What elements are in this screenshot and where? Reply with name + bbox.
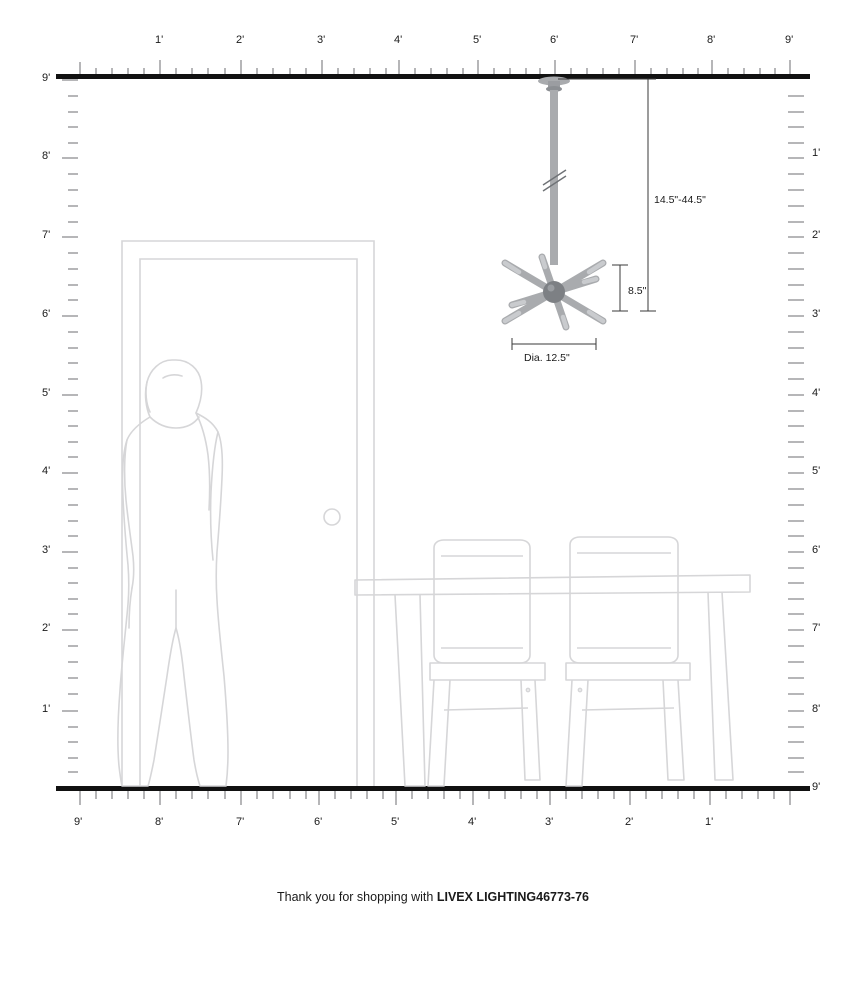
footer-prefix: Thank you for shopping with <box>277 890 437 904</box>
top-scale-label-3: 3' <box>317 34 326 46</box>
bottom-ruler-ticks <box>80 791 790 805</box>
left-scale-label-3: 3' <box>42 544 51 556</box>
dimension-diameter <box>512 338 596 350</box>
bottom-scale-label-3: 3' <box>545 816 554 828</box>
bottom-scale-label-8: 8' <box>155 816 164 828</box>
left-scale-label-9: 9' <box>42 72 51 84</box>
left-ruler-ticks <box>62 80 78 772</box>
dimension-drop-range <box>558 79 656 311</box>
bottom-scale-label-6: 6' <box>314 816 323 828</box>
dimension-fixture-height <box>612 265 628 311</box>
right-scale-label-4: 4' <box>812 387 821 399</box>
ceiling-line <box>56 74 810 79</box>
right-scale-label-6: 6' <box>812 544 821 556</box>
dining-table-outline <box>355 575 750 786</box>
diameter-dimension-label: Dia. 12.5" <box>524 352 570 364</box>
person-silhouette <box>118 360 228 786</box>
left-scale-label-7: 7' <box>42 229 51 241</box>
left-scale-label-2: 2' <box>42 622 51 634</box>
right-scale-label-5: 5' <box>812 465 821 477</box>
footer-brand: LIVEX LIGHTING46773-76 <box>436 890 589 904</box>
top-scale-label-2: 2' <box>236 34 245 46</box>
top-scale-label-4: 4' <box>394 34 403 46</box>
footer-text <box>0 890 866 904</box>
top-scale-label-9: 9' <box>785 34 794 46</box>
left-scale-label-1: 1' <box>42 703 51 715</box>
right-ruler-ticks <box>788 96 804 772</box>
top-scale-label-8: 8' <box>707 34 716 46</box>
right-scale-label-7: 7' <box>812 622 821 634</box>
right-scale-label-1: 1' <box>812 147 821 159</box>
fixture-height-dimension-label: 8.5" <box>628 285 647 297</box>
right-scale-label-3: 3' <box>812 308 821 320</box>
top-ruler-ticks <box>80 60 790 74</box>
left-scale-label-4: 4' <box>42 465 51 477</box>
bottom-scale-label-5: 5' <box>391 816 400 828</box>
chair-right-outline <box>566 537 690 786</box>
right-scale-label-8: 8' <box>812 703 821 715</box>
right-scale-label-9: 9' <box>812 781 821 793</box>
door-outline <box>122 241 374 786</box>
left-scale-label-5: 5' <box>42 387 51 399</box>
left-scale-label-8: 8' <box>42 150 51 162</box>
drop-range-dimension-label: 14.5"-44.5" <box>654 194 706 206</box>
light-fixture <box>505 77 603 328</box>
right-scale-label-2: 2' <box>812 229 821 241</box>
top-scale-label-6: 6' <box>550 34 559 46</box>
bottom-scale-label-2: 2' <box>625 816 634 828</box>
top-scale-label-1: 1' <box>155 34 164 46</box>
top-scale-label-5: 5' <box>473 34 482 46</box>
top-scale-label-7: 7' <box>630 34 639 46</box>
fixture-center-globe <box>543 281 565 303</box>
bottom-scale-label-9: 9' <box>74 816 83 828</box>
left-scale-label-6: 6' <box>42 308 51 320</box>
bottom-scale-label-7: 7' <box>236 816 245 828</box>
bottom-scale-label-1: 1' <box>705 816 714 828</box>
bottom-scale-label-4: 4' <box>468 816 477 828</box>
